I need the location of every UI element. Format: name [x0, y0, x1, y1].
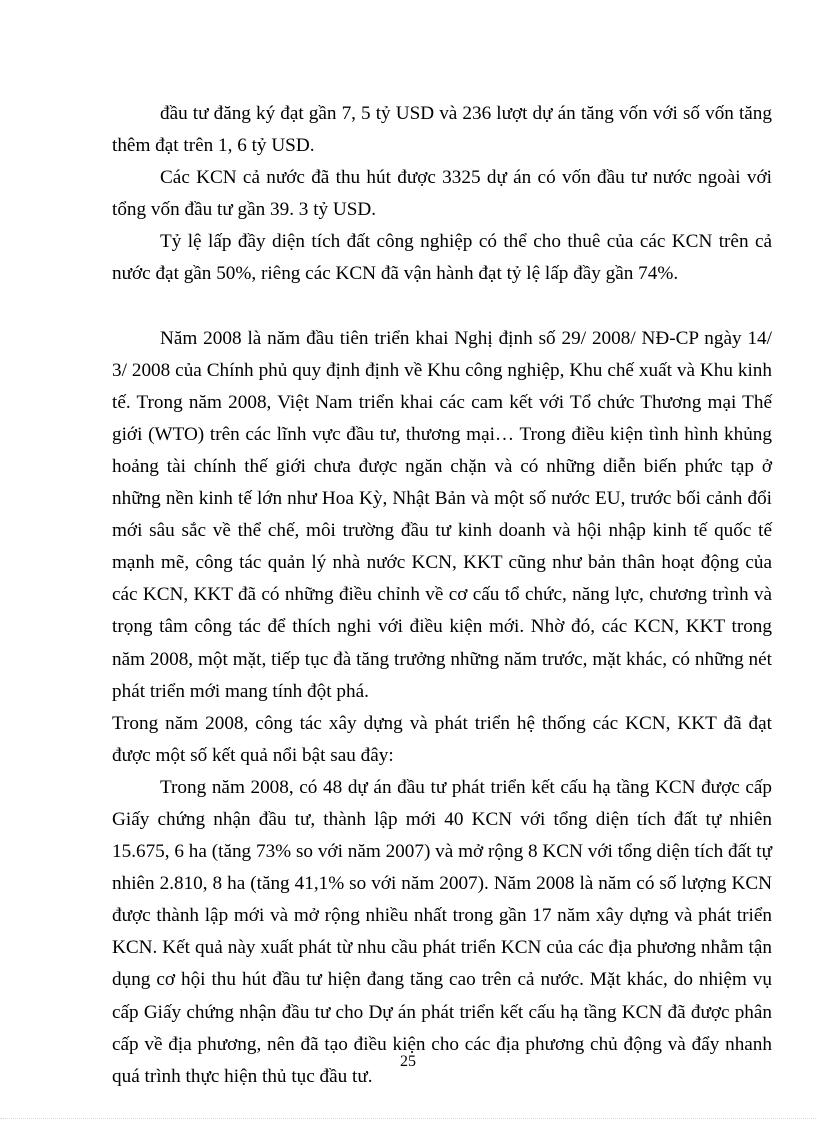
- paragraph-spacer: [112, 291, 772, 323]
- paragraph-decree-2008: Năm 2008 là năm đầu tiên triển khai Nghị định số 29/ 2008/ NĐ-CP ngày 14/ 3/ 2008 của Chính phủ quy định định về Khu công nghiệp, Khu chế xuất và Khu kinh tế. Trong năm 2008, Việt Nam triển khai các cam kết với Tổ chức Thương mại Thế giới (WTO) trên các lĩnh vực đầu tư, thương mại… Trong điều kiện tình hình khủng hoảng tài chính thế giới chưa được ngăn chặn và có những diễn biến phức tạp ở những nền kinh tế lớn như Hoa Kỳ, Nhật Bản và một số nước EU, trước bối cảnh đổi mới sâu sắc về thể chế, môi trường đầu tư kinh doanh và hội nhập kinh tế quốc tế mạnh mẽ, công tác quản lý nhà nước KCN, KKT cũng như bản thân hoạt động của các KCN, KKT đã có những điều chỉnh về cơ cấu tổ chức, năng lực, chương trình và trọng tâm công tác để thích nghi với điều kiện mới. Nhờ đó, các KCN, KKT trong năm 2008, một mặt, tiếp tục đà tăng trưởng những năm trước, mặt khác, có những nét phát triển mới mang tính đột phá.: [112, 327, 772, 702]
- paragraph-infrastructure-projects: Trong năm 2008, có 48 dự án đầu tư phát triển kết cấu hạ tầng KCN được cấp Giấy chứng nhận đầu tư, thành lập mới 40 KCN với tổng diện tích đất tự nhiên 15.675, 6 ha (tăng 73% so với năm 2007) và mở rộng 8 KCN với tổng diện tích đất tự nhiên 2.810, 8 ha (tăng 41,1% so với năm 2007). Năm 2008 là năm có số lượng KCN được thành lập mới và mở rộng nhiều nhất trong gần 17 năm xây dựng và phát triển KCN. Kết quả này xuất phát từ nhu cầu phát triển KCN của các địa phương nhằm tận dụng cơ hội thu hút đầu tư hiện đang tăng cao trên cả nước. Mặt khác, do nhiệm vụ cấp Giấy chứng nhận đầu tư cho Dự án phát triển kết cấu hạ tầng KCN đã được phân cấp về địa phương, nên đã tạo điều kiện cho các địa phương chủ động và đẩy nhanh quá trình thực hiện thủ tục đầu tư.: [112, 776, 772, 1087]
- page-bottom-divider: [0, 1118, 816, 1119]
- paragraph-registered-capital: đầu tư đăng ký đạt gần 7, 5 tỷ USD và 236 lượt dự án tăng vốn với số vốn tăng thêm đạt trên 1, 6 tỷ USD.: [112, 103, 772, 157]
- document-body: [112, 98, 772, 1093]
- paragraph-occupancy-rate: Tỷ lệ lấp đầy diện tích đất công nghiệp có thể cho thuê của các KCN trên cả nước đạt gần 50%, riêng các KCN đã vận hành đạt tỷ lệ lấp đầy gần 74%.: [112, 231, 772, 285]
- paragraph-results-intro: Trong năm 2008, công tác xây dựng và phát triển hệ thống các KCN, KKT đã đạt được một số kết quả nổi bật sau đây:: [112, 712, 772, 766]
- paragraph-fdi-projects: Các KCN cả nước đã thu hút được 3325 dự án có vốn đầu tư nước ngoài với tổng vốn đầu tư gần 39. 3 tỷ USD.: [112, 167, 772, 221]
- page-number: 25: [400, 1053, 416, 1070]
